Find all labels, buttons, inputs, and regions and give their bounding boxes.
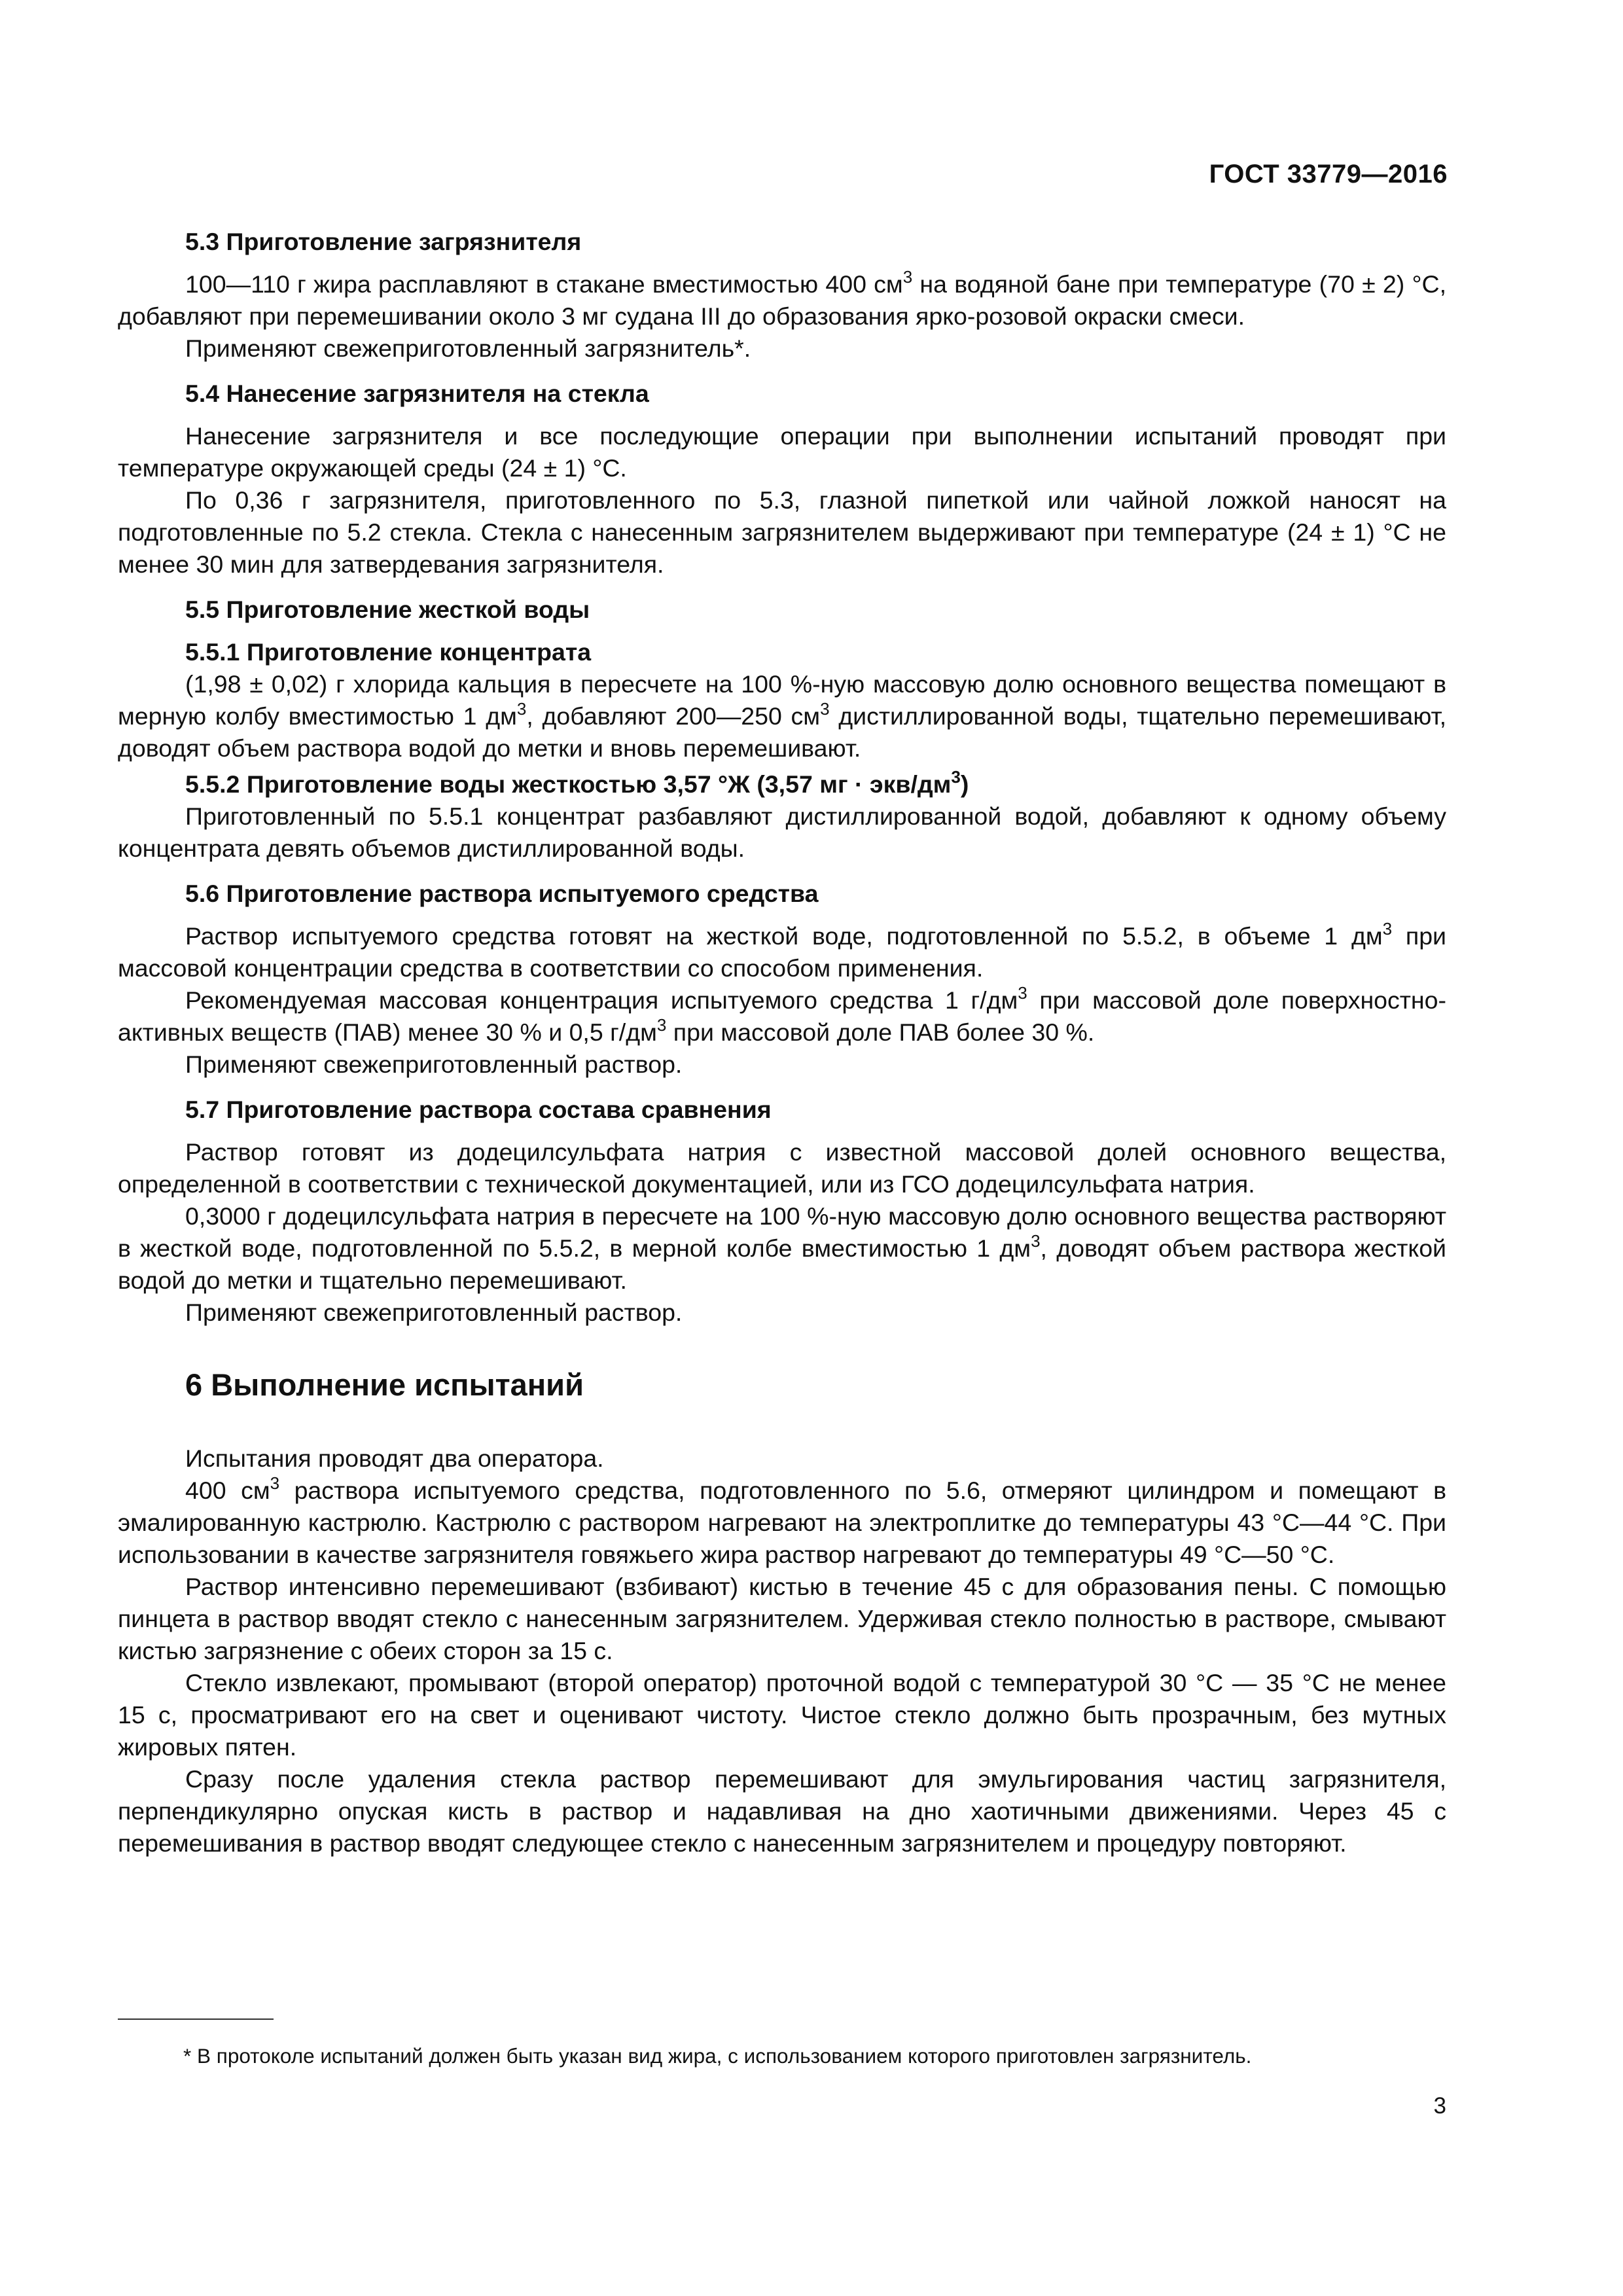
section-5-3-paragraph-2: Применяют свежеприготовленный загрязнитель*.: [185, 334, 751, 362]
footnote-divider: [118, 2018, 274, 2020]
page-number: 3: [1433, 2093, 1446, 2119]
document-body: [118, 226, 1446, 1859]
section-5-5-1-title: 5.5.1 Приготовление концентрата: [185, 638, 592, 666]
section-6-paragraph-5: Сразу после удаления стекла раствор перемешивают для эмульгирования частиц загрязнителя, перпендикулярно опуская кисть в раствор и надавливая на дно хаотичными движениями. Через 45 с перемешивания в раствор вводят следующее стекло с нанесенным загрязнителем и процедуру повторяют.: [118, 1765, 1446, 1857]
section-5-7-title: 5.7 Приготовление раствора состава сравнения: [185, 1096, 772, 1123]
standard-id: ГОСТ 33779—2016: [1209, 160, 1448, 188]
section-5-3-title: 5.3 Приготовление загрязнителя: [185, 228, 582, 255]
section-5-5-2-paragraph: Приготовленный по 5.5.1 концентрат разбавляют дистиллированной водой, добавляют к одному объему концентрата девять объемов дистиллированной воды.: [118, 802, 1446, 862]
section-5-3-paragraph-1: [118, 268, 1446, 332]
text-run: раствора испытуемого средства, подготовленного по 5.6, отмеряют цилиндром и помещают в эмалированную кастрюлю. Кастрюлю с раствором нагревают на электроплитке до температуры 43 °С—44 °С. При использовании в качестве загрязнителя говяжьего жира раствор нагревают до температуры 49 °С—50 °С.: [118, 1477, 1446, 1568]
text-run: Рекомендуемая массовая концентрация испытуемого средства 1 г/дм: [185, 986, 1018, 1014]
superscript: 3: [1382, 918, 1393, 939]
section-5-4-paragraph-2: По 0,36 г загрязнителя, приготовленного по 5.3, глазной пипеткой или чайной ложкой наносят на подготовленные по 5.2 стекла. Стекла с нанесенным загрязнителем выдерживают при температуре (24 ± 1) °С не менее 30 мин для затвердевания загрязнителя.: [118, 486, 1446, 578]
section-5-4-paragraph-1: Нанесение загрязнителя и все последующие операции при выполнении испытаний проводят при температуре окружающей среды (24 ± 1) °С.: [118, 422, 1446, 482]
text-run: Раствор испытуемого средства готовят на жесткой воде, подготовленной по 5.5.2, в объеме 1 дм: [185, 922, 1383, 950]
section-5-7-paragraph-3: Применяют свежеприготовленный раствор.: [185, 1299, 683, 1326]
section-6-paragraph-3: Раствор интенсивно перемешивают (взбивают) кистью в течение 45 с для образования пены. С помощью пинцета в раствор вводят стекло с нанесенным загрязнителем. Удерживая стекло полностью в растворе, смывают кистью загрязнение с обеих сторон за 15 с.: [118, 1573, 1446, 1664]
section-5-6-paragraph-3: Применяют свежеприготовленный раствор.: [185, 1050, 683, 1078]
section-5-6-paragraph-2: [118, 984, 1446, 1049]
section-5-7-paragraph-2: [118, 1200, 1446, 1297]
section-5-7-paragraph-1: Раствор готовят из додецилсульфата натрия с известной массовой долей основного вещества, определенной в соответствии с технической документацией, или из ГСО додецилсульфата натрия.: [118, 1138, 1446, 1198]
section-5-5-2-title: [118, 768, 1446, 800]
section-5-4-title: 5.4 Нанесение загрязнителя на стекла: [185, 380, 649, 407]
text-run: 400 см: [185, 1477, 270, 1504]
section-5-5-1-paragraph: [118, 668, 1446, 764]
section-5-6-paragraph-1: [118, 920, 1446, 984]
text-run: на водяной бане при температуре (70 ± 2) °С, добавляют при перемешивании около 3 мг судана III до образования ярко-розовой окраски смеси.: [118, 270, 1446, 330]
section-6-paragraph-2: [118, 1475, 1446, 1571]
superscript: 3: [820, 698, 830, 719]
text-run: при массовой доле ПАВ более 30 %.: [666, 1018, 1095, 1046]
text-run: 100—110 г жира расплавляют в стакане вместимостью 400 см: [185, 270, 903, 298]
superscript: 3: [902, 266, 913, 287]
text-run: дистиллированной воды, тщательно перемешивают, доводят объем раствора водой до метки и вновь перемешивают.: [118, 702, 1446, 762]
superscript: 3: [270, 1473, 280, 1493]
superscript: 3: [951, 766, 961, 787]
superscript: 3: [656, 1014, 667, 1035]
text-run: 5.5.2 Приготовление воды жесткостью 3,57 °Ж (3,57 мг · экв/дм: [185, 770, 952, 798]
text-run: ): [960, 770, 969, 798]
section-5-6-title: 5.6 Приготовление раствора испытуемого средства: [185, 880, 819, 907]
text-run: при массовой доле поверхностно-активных веществ (ПАВ) менее 30 % и 0,5 г/дм: [118, 986, 1446, 1046]
superscript: 3: [516, 698, 527, 719]
superscript: 3: [1018, 982, 1027, 1003]
text-run: при массовой концентрации средства в соответствии со способом применения.: [118, 922, 1446, 982]
text-run: , доводят объем раствора жесткой водой до метки и тщательно перемешивают.: [118, 1234, 1447, 1294]
footnote: * В протоколе испытаний должен быть указан вид жира, с использованием которого приготовлен загрязнитель.: [183, 2044, 1252, 2068]
section-6-paragraph-4: Стекло извлекают, промывают (второй оператор) проточной водой с температурой 30 °С — 35 °С не менее 15 с, просматривают его на свет и оценивают чистоту. Чистое стекло должно быть прозрачным, без мутных жировых пятен.: [118, 1669, 1446, 1761]
text-run: , добавляют 200—250 см: [526, 702, 821, 730]
superscript: 3: [1031, 1230, 1041, 1251]
section-5-5-title: 5.5 Приготовление жесткой воды: [185, 596, 590, 623]
text-run: 0,3000 г додецилсульфата натрия в пересчете на 100 %-ную массовую долю основного вещества растворяют в жесткой воде, подготовленной по 5.5.2, в мерной колбе вместимостью 1 дм: [118, 1202, 1446, 1262]
section-6-paragraph-1: Испытания проводят два оператора.: [185, 1444, 604, 1472]
text-run: (1,98 ± 0,02) г хлорида кальция в пересчете на 100 %-ную массовую долю основного вещества помещают в мерную колбу вместимостью 1 дм: [118, 670, 1446, 730]
section-6-title: 6 Выполнение испытаний: [185, 1367, 584, 1402]
